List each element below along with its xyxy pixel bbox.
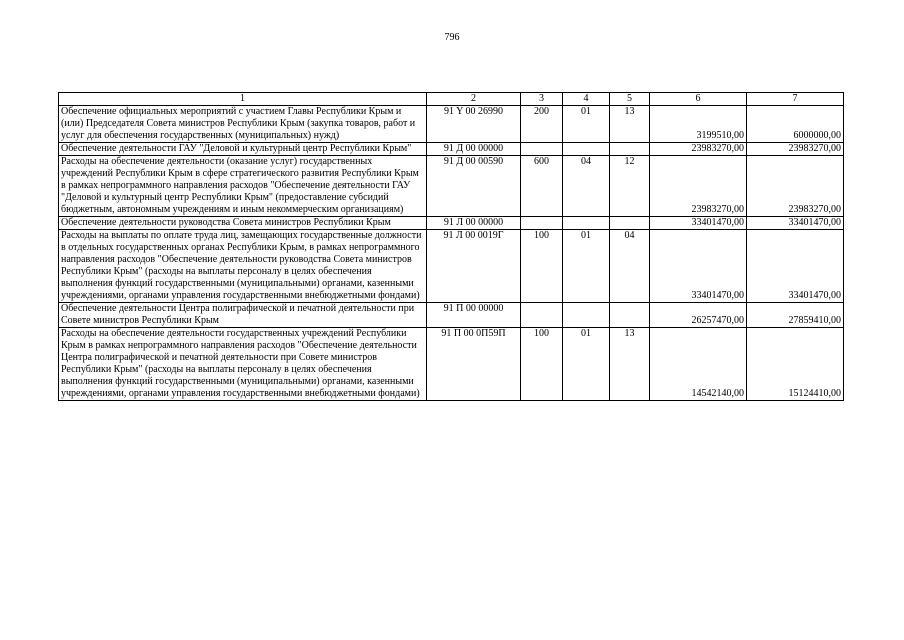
table-row [59, 230, 844, 303]
section-cell [563, 143, 610, 156]
target-code-cell: 91 Д 00 00590 [427, 156, 521, 217]
target-code-cell: 91 Y 00 26990 [427, 106, 521, 143]
amount-year2-cell: 33401470,00 [747, 217, 844, 230]
description-cell: Обеспечение деятельности руководства Совета министров Республики Крым [59, 217, 427, 230]
table-row [59, 143, 844, 156]
column-header: 5 [610, 93, 650, 106]
page-number: 796 [444, 32, 460, 43]
description-cell: Обеспечение официальных мероприятий с участием Главы Республики Крым и (или) Председателя Совета министров Республики Крым (закупка товаров, работ и услуг для обеспечения государственных (муниципальных) нужд) [59, 106, 427, 143]
expense-type-cell [521, 143, 563, 156]
subsection-cell [610, 143, 650, 156]
amount-year1-cell: 3199510,00 [650, 106, 747, 143]
table-row [59, 217, 844, 230]
table-row [59, 106, 844, 143]
amount-year2-cell: 6000000,00 [747, 106, 844, 143]
expense-type-cell: 600 [521, 156, 563, 217]
subsection-cell: 13 [610, 328, 650, 401]
description-cell: Расходы на обеспечение деятельности (оказание услуг) государственных учреждений Республики Крым в сфере стратегического развития Республики Крым в рамках непрограммного направления расходов "Обеспечение деятельности ГАУ "Деловой и культурный центр Республики Крым" (предоставление субсидий бюджетным, автономным учреждениям и иным некоммерческим организациям) [59, 156, 427, 217]
subsection-cell [610, 217, 650, 230]
section-cell [563, 217, 610, 230]
target-code-cell: 91 П 00 00000 [427, 303, 521, 328]
target-code-cell: 91 Л 00 0019Г [427, 230, 521, 303]
description-cell: Обеспечение деятельности ГАУ "Деловой и культурный центр Республики Крым" [59, 143, 427, 156]
expense-type-cell [521, 217, 563, 230]
expense-type-cell: 100 [521, 328, 563, 401]
subsection-cell: 13 [610, 106, 650, 143]
subsection-cell: 12 [610, 156, 650, 217]
section-cell: 01 [563, 106, 610, 143]
amount-year2-cell: 23983270,00 [747, 156, 844, 217]
expense-type-cell: 100 [521, 230, 563, 303]
column-header: 3 [521, 93, 563, 106]
expense-type-cell [521, 303, 563, 328]
amount-year1-cell: 23983270,00 [650, 156, 747, 217]
expense-type-cell: 200 [521, 106, 563, 143]
subsection-cell [610, 303, 650, 328]
section-cell: 01 [563, 230, 610, 303]
section-cell [563, 303, 610, 328]
description-cell: Расходы на выплаты по оплате труда лиц, замещающих государственные должности в отдельных государственных органах Республики Крым, в рамках непрограммного направления расходов "Обеспечение деятельности руководства Совета министров Республики Крым" (расходы на выплаты персоналу в целях обеспечения выполнения функций государственными (муниципальными) органами, казенными учреждениями, органами управления государственными внебюджетными фондами) [59, 230, 427, 303]
table-row [59, 303, 844, 328]
subsection-cell: 04 [610, 230, 650, 303]
target-code-cell: 91 Л 00 00000 [427, 217, 521, 230]
column-header: 7 [747, 93, 844, 106]
section-cell: 04 [563, 156, 610, 217]
amount-year1-cell: 33401470,00 [650, 230, 747, 303]
description-cell: Расходы на обеспечение деятельности государственных учреждений Республики Крым в рамках непрограммного направления расходов "Обеспечение деятельности Центра полиграфической и печатной деятельности при Совете министров Республики Крым" (расходы на выплаты персоналу в целях обеспечения выполнения функций государственными (муниципальными) органами, казенными учреждениями, органами управления государственными внебюджетными фондами) [59, 328, 427, 401]
section-cell: 01 [563, 328, 610, 401]
amount-year1-cell: 26257470,00 [650, 303, 747, 328]
amount-year1-cell: 33401470,00 [650, 217, 747, 230]
amount-year1-cell: 23983270,00 [650, 143, 747, 156]
column-header: 2 [427, 93, 521, 106]
amount-year2-cell: 27859410,00 [747, 303, 844, 328]
table-header-row [59, 93, 844, 106]
amount-year1-cell: 14542140,00 [650, 328, 747, 401]
target-code-cell: 91 П 00 0П59П [427, 328, 521, 401]
amount-year2-cell: 23983270,00 [747, 143, 844, 156]
amount-year2-cell: 15124410,00 [747, 328, 844, 401]
column-header: 6 [650, 93, 747, 106]
table-row [59, 156, 844, 217]
amount-year2-cell: 33401470,00 [747, 230, 844, 303]
column-header: 4 [563, 93, 610, 106]
column-header: 1 [59, 93, 427, 106]
budget-table [58, 92, 844, 401]
table-row [59, 328, 844, 401]
target-code-cell: 91 Д 00 00000 [427, 143, 521, 156]
description-cell: Обеспечение деятельности Центра полиграфической и печатной деятельности при Совете министров Республики Крым [59, 303, 427, 328]
